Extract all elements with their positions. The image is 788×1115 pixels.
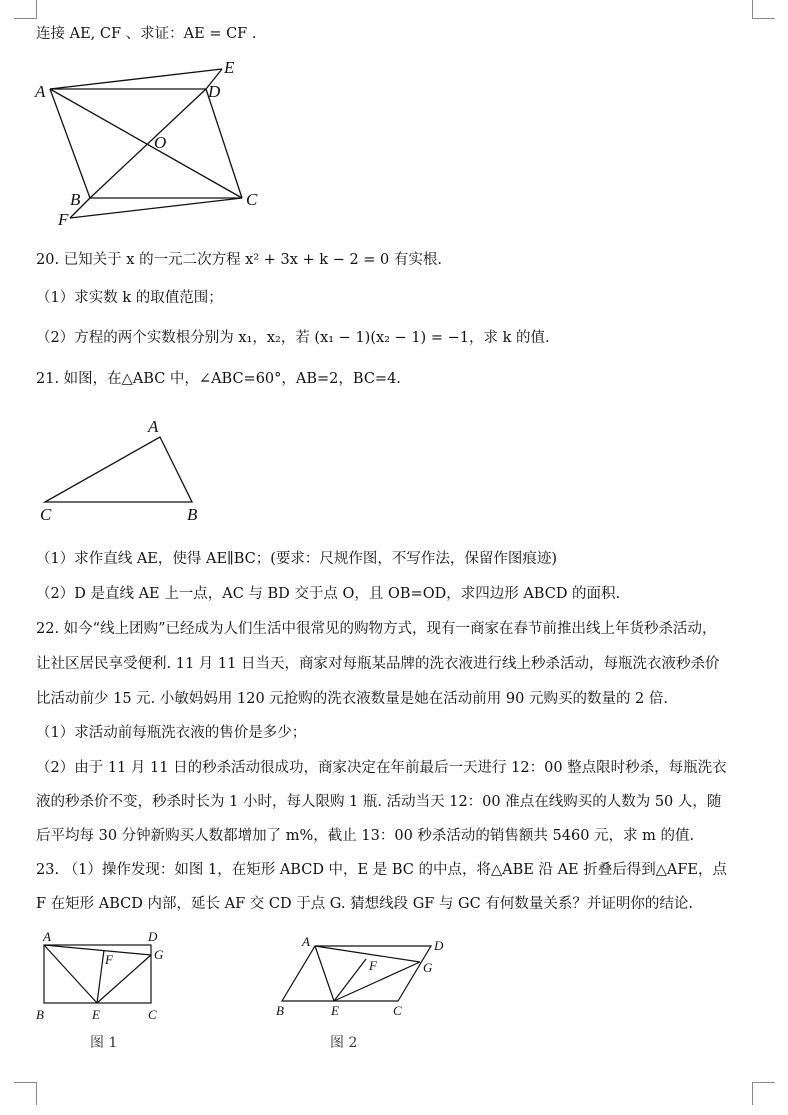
- label-O: O: [154, 133, 167, 152]
- text-line: 比活动前少 15 元. 小敏妈妈用 120 元抢购的洗衣液数量是她在活动前用 90 元购买的数量的 2 倍.: [36, 691, 668, 707]
- corner-mark-bottom-left: [14, 1082, 37, 1105]
- label-A: A: [35, 82, 46, 101]
- label-A: A: [148, 417, 159, 436]
- text-line: （1）求活动前每瓶洗衣液的售价是多少；: [36, 725, 307, 741]
- label-C: C: [246, 190, 258, 209]
- figure-1-rectangle: [30, 925, 180, 1025]
- label-A: A: [302, 934, 310, 949]
- text-line: （2）由于 11 月 11 日的秒杀活动很成功，商家决定在年前最后一天进行 12：00 整点限时秒杀，每瓶洗衣: [36, 760, 727, 776]
- label-D: D: [434, 938, 444, 953]
- text-line: （1）求作直线 AE，使得 AE∥BC；(要求：尺规作图，不写作法，保留作图痕迹): [36, 551, 558, 567]
- text-line: 后平均每 30 分钟新购买人数都增加了 m%，截止 13：00 秒杀活动的销售额共 5460 元，求 m 的值.: [36, 828, 695, 844]
- question-23: 23. （1）操作发现：如图 1，在矩形 ABCD 中，E 是 BC 的中点，将△ABE 沿 AE 折叠后得到△AFE，点: [36, 862, 728, 878]
- text-line: （2）方程的两个实数根分别为 x₁，x₂，若 (x₁ − 1)(x₂ − 1) = −1，求 k 的值.: [36, 330, 550, 346]
- label-B: B: [276, 1003, 284, 1018]
- label-B: B: [36, 1007, 44, 1022]
- question-20: 20. 已知关于 x 的一元二次方程 x² + 3x + k − 2 = 0 有实根.: [36, 252, 442, 268]
- text-line: F 在矩形 ABCD 内部，延长 AF 交 CD 于点 G. 猜想线段 GF 与 GC 有何数量关系？并证明你的结论.: [36, 896, 693, 912]
- label-C: C: [40, 505, 52, 524]
- figure-triangle: [30, 410, 230, 530]
- caption-figure-1: 图 1: [90, 1035, 118, 1051]
- text-line: 让社区居民享受便利. 11 月 11 日当天，商家对每瓶某品牌的洗衣液进行线上秒杀活动，每瓶洗衣液秒杀价: [36, 656, 720, 672]
- text-line: 液的秒杀价不变，秒杀时长为 1 小时，每人限购 1 瓶. 活动当天 12：00 准点在线购买的人数为 50 人，随: [36, 794, 722, 810]
- label-D: D: [208, 82, 221, 101]
- label-B: B: [70, 190, 81, 209]
- corner-mark-top-left: [14, 0, 37, 19]
- text-line: 连接 AE, CF 、求证：AE = CF .: [36, 26, 257, 42]
- label-C: C: [148, 1007, 157, 1022]
- caption-figure-2: 图 2: [330, 1035, 358, 1051]
- question-22: 22. 如今“线上团购”已经成为人们生活中很常见的购物方式，现有一商家在春节前推出线上年货秒杀活动，: [36, 621, 717, 637]
- figure-2-parallelogram: [270, 930, 460, 1025]
- label-G: G: [423, 960, 433, 975]
- label-A: A: [43, 929, 51, 944]
- text-line: （1）求实数 k 的取值范围；: [36, 290, 223, 306]
- label-G: G: [154, 947, 164, 962]
- figure-parallelogram: [30, 55, 270, 235]
- label-E: E: [92, 1007, 100, 1022]
- label-F: F: [105, 952, 113, 967]
- label-F: F: [369, 958, 377, 973]
- label-F: F: [58, 210, 69, 229]
- label-C: C: [393, 1003, 402, 1018]
- label-E: E: [224, 58, 235, 77]
- question-21: 21. 如图，在△ABC 中，∠ABC=60°，AB=2，BC=4.: [36, 371, 401, 387]
- label-B: B: [187, 505, 198, 524]
- corner-mark-bottom-right: [752, 1082, 775, 1105]
- label-D: D: [148, 929, 158, 944]
- text-line: （2）D 是直线 AE 上一点，AC 与 BD 交于点 O，且 OB=OD，求四边形 ABCD 的面积.: [36, 586, 621, 602]
- label-E: E: [331, 1003, 339, 1018]
- corner-mark-top-right: [752, 0, 775, 19]
